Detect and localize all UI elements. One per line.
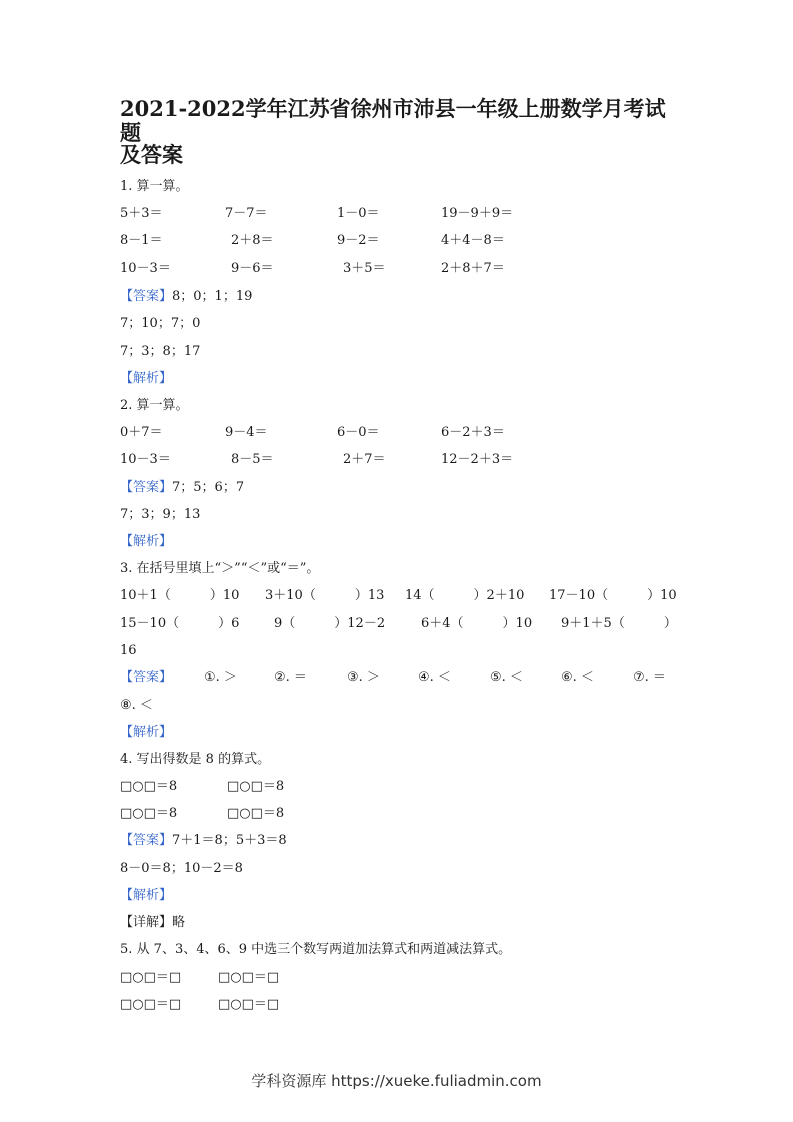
q4-analysis: 【解析】 [120, 888, 173, 903]
q3-item: 14（ ）2＋10 [405, 588, 525, 603]
q1-item: 10－3＝ [120, 261, 171, 276]
q1-item: 19－9＋9＝ [441, 206, 514, 221]
q3-item: 15－10（ ）6 [120, 616, 240, 631]
q2-item: 9－4＝ [225, 425, 268, 440]
answer-tag: 【答案】 [120, 670, 173, 685]
q4-heading: 4. 写出得数是 8 的算式。 [120, 752, 271, 767]
answer-text: 7＋1＝8；5＋3＝8 [172, 833, 287, 848]
answer-tag: 【答案】 [120, 480, 173, 495]
q3-analysis: 【解析】 [120, 725, 173, 740]
q4-item: □○□＝8 [120, 779, 178, 794]
q1-item: 7－7＝ [225, 206, 268, 221]
q1-item: 8－1＝ [120, 233, 163, 248]
q1-item: 1－0＝ [337, 206, 380, 221]
q2-analysis: 【解析】 [120, 534, 173, 549]
q3-item: 17－10（ ）10 [549, 588, 677, 603]
q3-item: 6＋4（ ）10 [421, 616, 533, 631]
document-title-line2: 及答案 [120, 142, 183, 167]
q1-answer-line: 7；3；8；17 [120, 344, 201, 359]
answer-item: ④. ＜ [418, 670, 451, 685]
q5-item: □○□＝□ [218, 997, 280, 1012]
q5-item: □○□＝□ [218, 970, 280, 985]
q2-item: 8－5＝ [231, 452, 274, 467]
q4-item: □○□＝8 [227, 779, 285, 794]
q1-analysis: 【解析】 [120, 371, 173, 386]
q2-answer [120, 478, 244, 498]
answer-text: 7；5；6；7 [172, 480, 245, 495]
answer-item: ⑦. ＝ [633, 670, 666, 685]
q2-item: 6－2＋3＝ [441, 425, 505, 440]
q1-item: 5＋3＝ [120, 206, 163, 221]
q2-answer-line: 7；3；9；13 [120, 507, 201, 522]
q2-item: 10－3＝ [120, 452, 171, 467]
q1-item: 4＋4－8＝ [441, 233, 505, 248]
answer-item: ①. ＞ [204, 670, 237, 685]
q4-answer-line: 8－0＝8；10－2＝8 [120, 861, 243, 876]
q2-item: 0＋7＝ [120, 425, 163, 440]
q5-heading: 5. 从 7、3、4、6、9 中选三个数写两道加法算式和两道减法算式。 [120, 942, 512, 957]
q2-item: 6－0＝ [337, 425, 380, 440]
answer-item: ⑥. ＜ [561, 670, 594, 685]
q3-row-continuation: 16 [120, 643, 137, 658]
q1-item: 3＋5＝ [343, 261, 386, 276]
q1-answer-line: 7；10；7；0 [120, 316, 201, 331]
q1-answer [120, 287, 252, 307]
q2-heading: 2. 算一算。 [120, 398, 189, 413]
answer-tag: 【答案】 [120, 833, 173, 848]
answer-item: ⑤. ＜ [490, 670, 523, 685]
q3-item: 3＋10（ ）13 [265, 588, 385, 603]
q5-item: □○□＝□ [120, 970, 182, 985]
q5-item: □○□＝□ [120, 997, 182, 1012]
q3-item: 9（ ）12－2 [274, 616, 386, 631]
q4-item: □○□＝8 [120, 806, 178, 821]
answer-tag: 【答案】 [120, 289, 173, 304]
q4-answer [120, 831, 287, 851]
q3-item: 9＋1＋5（ ） [561, 616, 677, 631]
q2-item: 12－2＋3＝ [441, 452, 514, 467]
answer-text: 8；0；1；19 [172, 289, 253, 304]
answer-item: ③. ＞ [347, 670, 380, 685]
q1-item: 9－2＝ [337, 233, 380, 248]
q3-answer-line: ⑧. ＜ [120, 698, 153, 713]
q1-item: 9－6＝ [231, 261, 274, 276]
answer-item: ②. ＝ [274, 670, 307, 685]
q4-item: □○□＝8 [227, 806, 285, 821]
q2-item: 2＋7＝ [343, 452, 386, 467]
q3-heading: 3. 在括号里填上“＞”“＜”或“＝”。 [120, 561, 320, 576]
document-title-line1: 2021-2022学年江苏省徐州市沛县一年级上册数学月考试题 [120, 96, 666, 145]
q3-item: 10＋1（ ）10 [120, 588, 240, 603]
q1-item: 2＋8＝ [231, 233, 274, 248]
footer-source-link[interactable]: 学科资源库 https://xueke.fuliadmin.com [251, 1072, 542, 1090]
q1-item: 2＋8＋7＝ [441, 261, 505, 276]
q4-detail: 【详解】略 [120, 915, 186, 930]
q1-heading: 1. 算一算。 [120, 179, 189, 194]
